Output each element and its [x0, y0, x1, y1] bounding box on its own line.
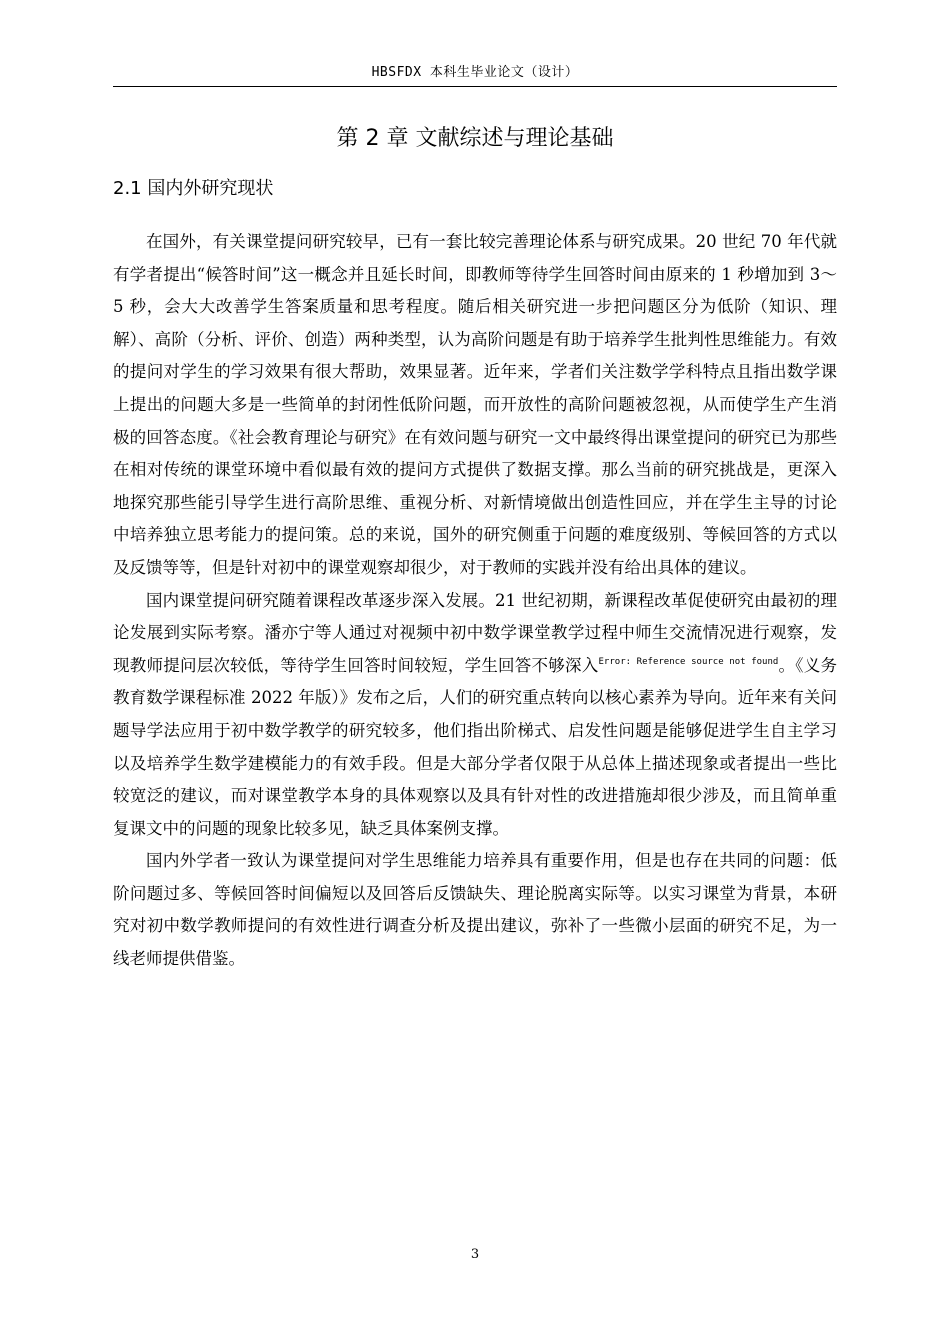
body-text: [113, 226, 837, 976]
paragraph-2-text-before: 国内课堂提问研究随着课程改革逐步深入发展。21 世纪初期，新课程改革促使研究由最初的理论发展到实际考察。潘亦宁等人通过对视频中初中数学课堂教学过程中师生交流情况进行观察，发现教师提问层次较低，等待学生回答时间较短，学生回答不够深入: [113, 590, 837, 675]
paragraph-2: [113, 585, 837, 846]
reference-error: Error: Reference source not found: [598, 656, 779, 667]
paragraph-2-text-after: 。《义务教育数学课程标准 2022 年版）》发布之后，人们的研究重点转向以核心素养为导向。近年来有关问题导学法应用于初中数学教学的研究较多，他们指出阶梯式、启发性问题是能够促进学生自主学习以及培养学生数学建模能力的有效手段。但是大部分学者仅限于从总体上描述现象或者提出一些比较宽泛的建议，而对课堂教学本身的具体观察以及具有针对性的改进措施却很少涉及，而且简单重复课文中的问题的现象比较多见，缺乏具体案例支撑。: [113, 655, 838, 838]
paragraph-3: 国内外学者一致认为课堂提问对学生思维能力培养具有重要作用，但是也存在共同的问题：低阶问题过多、等候回答时间偏短以及回答后反馈缺失、理论脱离实际等。以实习课堂为背景，本研究对初中数学教师提问的有效性进行调查分析及提出建议，弥补了一些微小层面的研究不足，为一线老师提供借鉴。: [113, 851, 837, 969]
page-number: 3: [470, 1247, 480, 1262]
header-rule: [113, 86, 837, 87]
section-title: 2.1 国内外研究现状: [113, 178, 274, 199]
chapter-title: 第 2 章 文献综述与理论基础: [336, 126, 614, 151]
paragraph-1: 在国外，有关课堂提问研究较早，已有一套比较完善理论体系与研究成果。20 世纪 70 年代就有学者提出“候答时间”这一概念并且延长时间，即教师等待学生回答时间由原来的 1 秒增加到 3～5 秒，会大大改善学生答案质量和思考程度。随后相关研究进一步把问题区分为低阶（知识、理解）、高阶（分析、评价、创造）两种类型，认为高阶问题是有助于培养学生批判性思维能力。有效的提问对学生的学习效果有很大帮助，效果显著。近年来，学者们关注数学学科特点且指出数学课上提出的问题大多是一些简单的封闭性低阶问题，而开放性的高阶问题被忽视，从而使学生产生消极的回答态度。《社会教育理论与研究》在有效问题与研究一文中最终得出课堂提问的研究已为那些在相对传统的课堂环境中看似最有效的提问方式提供了数据支撑。那么当前的研究挑战是，更深入地探究那些能引导学生进行高阶思维、重视分析、对新情境做出创造性回应，并在学生主导的讨论中培养独立思考能力的提问策。总的来说，国外的研究侧重于问题的难度级别、等候回答的方式以及反馈等等，但是针对初中的课堂观察却很少，对于教师的实践并没有给出具体的建议。: [113, 232, 837, 577]
running-header: HBSFDX 本科生毕业论文（设计）: [371, 65, 579, 80]
